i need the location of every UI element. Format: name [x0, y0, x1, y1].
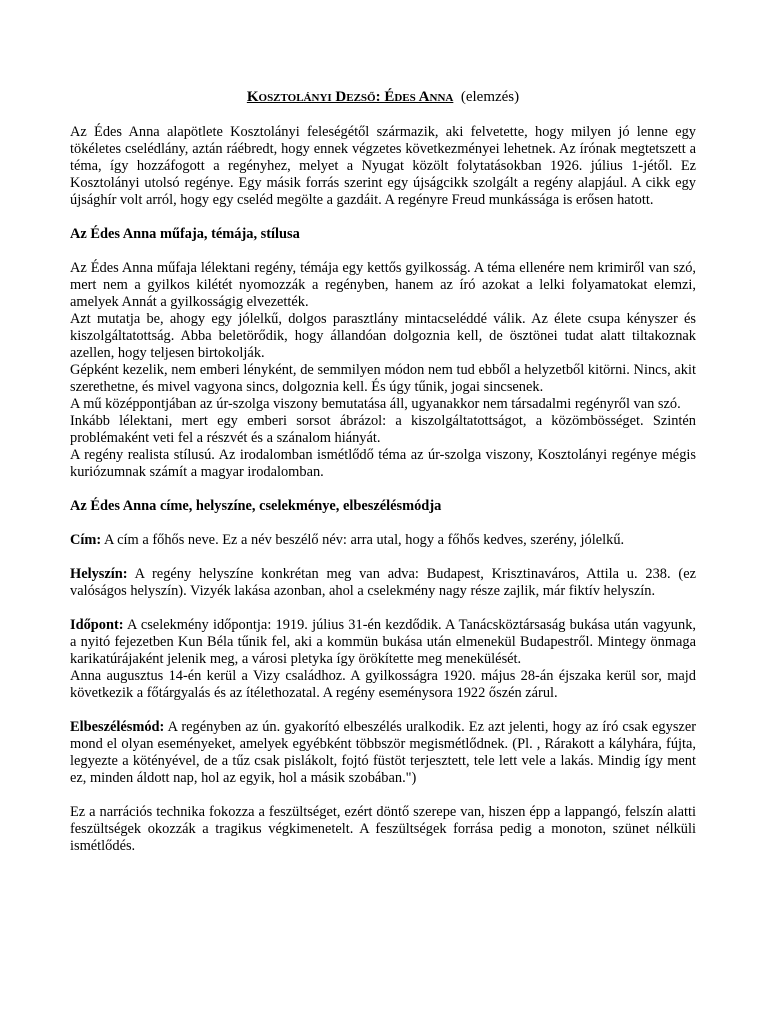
genre-paragraph: Inkább lélektani, mert egy emberi sorsot ábrázol: a kiszolgáltatottságot, a közömbösséget. Szintén problémaként veti fel a részvét és a szánalom hiányát. [70, 413, 696, 446]
narration-entry [70, 719, 696, 787]
time-entry-text: A cselekmény időpontja: 1919. július 31-én kezdődik. A Tanácsköztársaság bukása után vagyunk, a nyitó fejezetben Kun Béla tűnik fel, aki a kommün bukása után elmenekül Budapestről. Mintegy önmaga karikatúrájaként jelenik meg, a városi pletyka így örökítette meg menekülését. [70, 617, 696, 667]
intro-paragraph: Az Édes Anna alapötlete Kosztolányi feleségétől származik, aki felvetette, hogy milyen jó lenne egy tökéletes cselédlány, aztán ráébredt, hogy ennek végzetes következményei lehetnek. Az írónak megtetszett a téma, így hozzáfogott a regényhez, melyet a Nyugat közölt folytatásokban 1926. július 1-jétől. Ez Kosztolányi utolsó regénye. Egy másik forrás szerint egy újságcikk szolgált a regény alapjául. A cikk egy újsághír volt arról, hogy egy cseléd megölte a gazdáit. A regényre Freud munkássága is erősen hatott. [70, 124, 696, 208]
setting-entry [70, 566, 696, 600]
title-subtitle: (elemzés) [460, 89, 520, 105]
section-heading-title-setting: Az Édes Anna címe, helyszíne, cselekménye, elbeszélésmódja [70, 498, 442, 514]
title-entry-text: A cím a főhős neve. Ez a név beszélő név: arra utal, hogy a főhős kedves, szerény, jólelkű. [101, 532, 625, 548]
setting-entry-text: A regény helyszíne konkrétan meg van adva: Budapest, Krisztinaváros, Attila u. 238. (ez valóságos helyszín). Vizyék lakása azonban, ahol a cselekmény nagy része zajlik, már fiktív helyszín. [70, 566, 696, 599]
genre-paragraph: Gépként kezelik, nem emberi lényként, de semmilyen módon nem tud ebből a helyzetből kitörni. Nincs, akit szerethetne, és mivel vagyona sincs, dolgoznia kell. És úgy tűnik, jogai sincsenek. [70, 362, 696, 395]
document-title [70, 88, 696, 106]
time-entry [70, 617, 696, 702]
genre-paragraph: Azt mutatja be, ahogy egy jólelkű, dolgos parasztlány mintacseléddé válik. Az élete csupa kényszer és kiszolgáltatottság. Abba beletörődik, hogy állandóan dolgoznia kell, de ösztönei tudat alatt tiltakoznak azellen, hogy teljesen birtokolják. [70, 311, 696, 361]
time-entry-extra: Anna augusztus 14-én kerül a Vizy családhoz. A gyilkosságra 1920. május 28-án éjszaka kerül sor, majd következik a főtárgyalás és az ítélethozatal. A regény eseménysora 1922 őszén zárul. [70, 668, 696, 701]
title-main: Kosztolányi Dezső: Édes Anna [246, 89, 454, 105]
genre-paragraph: A regény realista stílusú. Az irodalomban ismétlődő téma az úr-szolga viszony, Kosztolányi regénye mégis kuriózumnak számít a magyar irodalomban. [70, 447, 696, 480]
setting-entry-label: Helyszín: [70, 566, 128, 582]
narration-entry-label: Elbeszélésmód: [70, 719, 165, 735]
time-entry-paragraph [70, 617, 696, 668]
genre-paragraph: A mű középpontjában az úr-szolga viszony bemutatása áll, ugyanakkor nem társadalmi regényről van szó. [70, 396, 681, 412]
time-entry-label: Időpont: [70, 617, 124, 633]
closing-paragraph: Ez a narrációs technika fokozza a feszültséget, ezért döntő szerepe van, hiszen épp a lappangó, felszín alatti feszültségek okozzák a tragikus végkimenetelt. A feszültségek forrása pedig a monoton, szünet nélküli ismétlődés. [70, 804, 696, 854]
genre-paragraph: Az Édes Anna műfaja lélektani regény, témája egy kettős gyilkosság. A téma ellenére nem krimiről van szó, mert nem a gyilkos kilétét nyomozzák a regényben, hanem az író azokat a lelki folyamatokat elemzi, amelyek Annát a gyilkosságig elvezették. [70, 260, 696, 310]
title-entry-label: Cím: [70, 532, 102, 548]
section-heading-genre: Az Édes Anna műfaja, témája, stílusa [70, 226, 300, 242]
section-genre-body [70, 260, 696, 481]
title-entry [70, 532, 696, 549]
narration-entry-text: A regényben az ún. gyakorító elbeszélés uralkodik. Ez azt jelenti, hogy az író csak egyszer mond el olyan eseményeket, amelyek egyébként többször megismétlődnek. (Pl. , Rárakott a kályhára, fújta, legyezte a kötényével, de a tűz csak pislákolt, fojtó füstöt terjesztett, tele lett vele a lakás. Mindig így ment ez, minden áldott nap, hol az egyik, hol a másik szobában.") [70, 719, 696, 786]
